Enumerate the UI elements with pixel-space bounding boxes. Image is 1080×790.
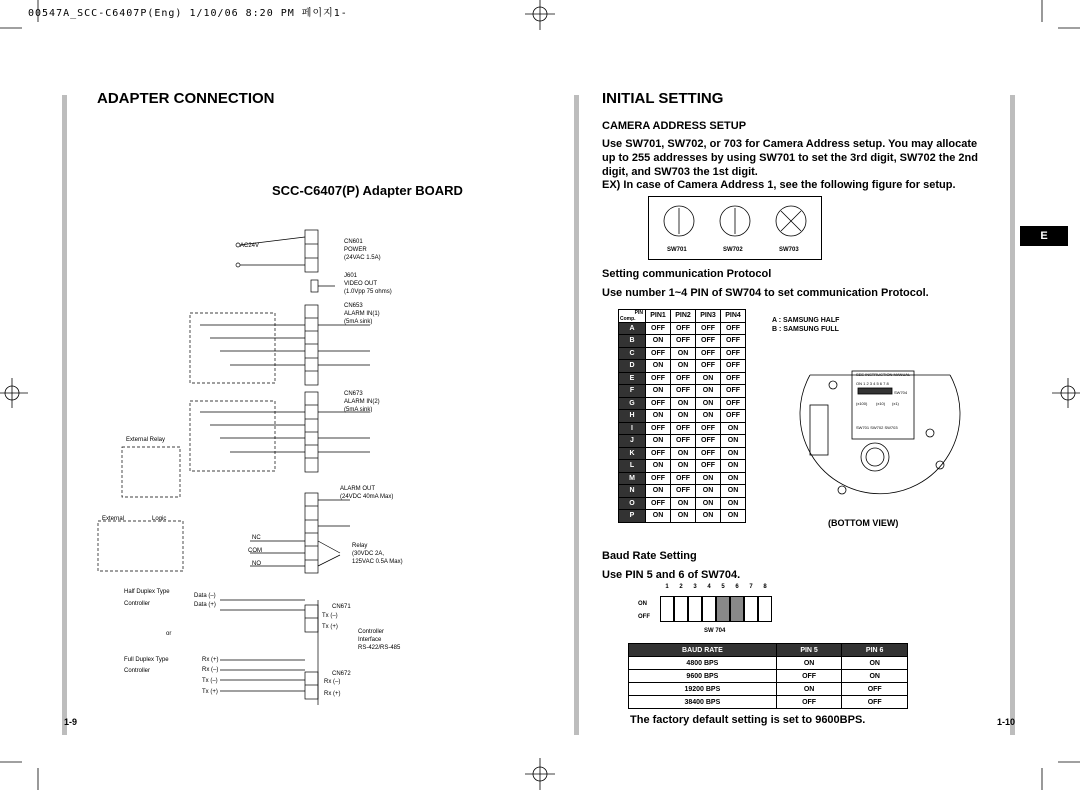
header-pin2: PIN2 (671, 310, 696, 323)
pin-cell: ON (696, 510, 721, 523)
on-label: ON 1 2 3 4 5 6 7 8 (856, 381, 889, 386)
pin-cell: OFF (646, 497, 671, 510)
pin-cell: ON (671, 397, 696, 410)
video-out-label: VIDEO OUT (344, 281, 378, 287)
tx-plus2-label: Tx (+) (202, 689, 218, 695)
pin-cell: OFF (721, 385, 746, 398)
pin-cell: OFF (721, 410, 746, 423)
alarm-out-spec: (24VDC 40mA Max) (340, 494, 394, 500)
rx-plus-label: Rx (+) (202, 657, 219, 663)
dip-on-label: ON (638, 601, 647, 607)
baud-cell: 19200 BPS (629, 683, 777, 696)
video-spec: (1.0Vpp 75 ohms) (344, 289, 392, 295)
pin-cell: OFF (671, 372, 696, 385)
full-duplex-label: Full Duplex Type (124, 657, 169, 663)
address-paragraph: Use SW701, SW702, or 703 for Camera Address setup. You may allocate up to 255 addresses by using SW701 to set the 3rd digit, SW702 the 2nd digit, and SW703 the 1st digit. (602, 138, 978, 178)
pin-cell: OFF (696, 460, 721, 473)
row-label: J (619, 435, 646, 448)
sw703-label: SW703 (779, 247, 799, 253)
rx-plus2-label: Rx (+) (324, 691, 341, 697)
logic-label: Logic (152, 516, 167, 522)
legend-b: B : SAMSUNG FULL (772, 326, 839, 333)
pin-cell: OFF (671, 485, 696, 498)
table-row (619, 347, 746, 360)
right-page-title: INITIAL SETTING (602, 90, 724, 107)
table-row (629, 657, 908, 670)
rx-minus2-label: Rx (–) (324, 679, 341, 685)
pin-cell: ON (721, 460, 746, 473)
tx-minus2-label: Tx (–) (202, 678, 218, 684)
header-pin6: PIN 6 (842, 644, 908, 657)
pin-cell: OFF (671, 422, 696, 435)
dip-switch (716, 596, 730, 622)
pin-cell: ON (671, 510, 696, 523)
pin-cell: ON (721, 435, 746, 448)
row-label: B (619, 335, 646, 348)
right-page-number: 1-10 (997, 717, 1016, 727)
row-label: O (619, 497, 646, 510)
header-pin3: PIN3 (696, 310, 721, 323)
table-row (619, 435, 746, 448)
row-label: K (619, 447, 646, 460)
protocol-paragraph: Use number 1~4 PIN of SW704 to set communication Protocol. (602, 287, 929, 299)
pin-cell: ON (696, 472, 721, 485)
center-margin-bar (574, 95, 579, 735)
row-label: C (619, 347, 646, 360)
tx-plus-label: Tx (+) (322, 624, 338, 630)
relay-spec1: (30VDC 2A, (352, 551, 385, 557)
pin-cell: OFF (721, 397, 746, 410)
print-header: 00547A_SCC-C6407P(Eng) 1/10/06 8:20 PM 페이지1- (28, 8, 348, 19)
row-label: A (619, 322, 646, 335)
pin-cell: OFF (671, 335, 696, 348)
bottom-view-diagram (790, 355, 970, 515)
pin-cell: ON (646, 335, 671, 348)
pin-cell: OFF (646, 422, 671, 435)
pin-cell: OFF (646, 372, 671, 385)
row-label: H (619, 410, 646, 423)
dip-number: 7 (749, 584, 753, 590)
dip-switch (660, 596, 674, 622)
pin-cell: OFF (721, 335, 746, 348)
dip-switch (730, 596, 744, 622)
pin-cell: OFF (671, 472, 696, 485)
pin-cell: OFF (696, 360, 721, 373)
table-row (619, 385, 746, 398)
dip-switch (688, 596, 702, 622)
row-label: D (619, 360, 646, 373)
table-row (619, 335, 746, 348)
pin-cell: OFF (776, 696, 842, 709)
table-row (619, 447, 746, 460)
pin-cell: ON (671, 497, 696, 510)
table-row (619, 322, 746, 335)
dip-switch-panel (628, 584, 798, 640)
alarm-in1-spec: (5mA sink) (344, 319, 373, 325)
pin-cell: OFF (696, 435, 721, 448)
header-pin5: PIN 5 (776, 644, 842, 657)
sw701-label: SW701 (667, 247, 687, 253)
pin-cell: ON (646, 435, 671, 448)
baud-paragraph: Use PIN 5 and 6 of SW704. (602, 569, 741, 581)
protocol-pin-table (618, 309, 746, 523)
dip-switch (674, 596, 688, 622)
pin-cell: ON (721, 485, 746, 498)
no-label: NO (252, 561, 261, 567)
sw-labels: SW701 SW702 SW703 (856, 425, 898, 430)
see-manual-label: SEE INSTRUCTION MANUAL (856, 372, 911, 377)
factory-default-note: The factory default setting is set to 9600BPS. (630, 714, 866, 726)
tx-minus-label: Tx (–) (322, 613, 338, 619)
pin-cell: OFF (842, 683, 908, 696)
table-row (619, 472, 746, 485)
table-row (619, 497, 746, 510)
baud-heading: Baud Rate Setting (602, 550, 697, 562)
table-row (629, 696, 908, 709)
pin-cell: OFF (646, 472, 671, 485)
header-pin1: PIN1 (646, 310, 671, 323)
pin-cell: ON (721, 510, 746, 523)
j601-label: J601 (344, 273, 358, 279)
dip-number: 8 (763, 584, 767, 590)
row-label: P (619, 510, 646, 523)
cn601-label: CN601 (344, 239, 363, 245)
left-margin-bar (62, 95, 67, 735)
controller-interface-1: Controller (358, 629, 385, 635)
cn672-label: CN672 (332, 671, 351, 677)
table-row (629, 670, 908, 683)
cn671-label: CN671 (332, 604, 351, 610)
pin-cell: OFF (646, 447, 671, 460)
x100-label: (x100) (856, 401, 868, 406)
cn673-label: CN673 (344, 391, 363, 397)
pin-cell: ON (696, 485, 721, 498)
pin-cell: OFF (696, 422, 721, 435)
table-row (619, 510, 746, 523)
external-relay-label: External Relay (126, 437, 166, 443)
nc-label: NC (252, 535, 261, 541)
pin-cell: OFF (646, 397, 671, 410)
or-label: or (166, 631, 172, 637)
ac24v-label: AC24V (240, 243, 260, 249)
sw704-label: SW704 (894, 390, 908, 395)
pin-cell: ON (671, 447, 696, 460)
pin-cell: OFF (721, 347, 746, 360)
alarm-in2-label: ALARM IN(2) (344, 399, 380, 405)
dip-switch (758, 596, 772, 622)
wiring-diagram (90, 225, 420, 720)
dip-number: 6 (735, 584, 739, 590)
pin-cell: ON (696, 410, 721, 423)
controller-interface-3: RS-422/RS-485 (358, 645, 401, 651)
pin-cell: ON (646, 510, 671, 523)
pin-cell: ON (842, 657, 908, 670)
relay-spec2: 125VAC 0.5A Max) (352, 559, 403, 565)
dip-off-label: OFF (638, 614, 650, 620)
language-tab: E (1020, 226, 1068, 246)
power-spec: (24VAC 1.5A) (344, 255, 381, 261)
row-label: L (619, 460, 646, 473)
header-pin4: PIN4 (721, 310, 746, 323)
header-baud: BAUD RATE (629, 644, 777, 657)
power-label: POWER (344, 247, 367, 253)
table-row (619, 360, 746, 373)
row-label: I (619, 422, 646, 435)
dip-number: 5 (721, 584, 725, 590)
row-label: F (619, 385, 646, 398)
table-row (619, 372, 746, 385)
pin-cell: ON (721, 447, 746, 460)
pin-cell: ON (646, 385, 671, 398)
pin-cell: OFF (842, 696, 908, 709)
right-margin-bar (1010, 95, 1015, 735)
table-row (619, 460, 746, 473)
relay-label: Relay (352, 543, 368, 549)
pin-cell: ON (842, 670, 908, 683)
pin-cell: OFF (671, 322, 696, 335)
baud-cell: 9600 BPS (629, 670, 777, 683)
legend-a: A : SAMSUNG HALF (772, 317, 840, 324)
external-label: External (102, 516, 125, 522)
pin-cell: ON (671, 347, 696, 360)
row-label: M (619, 472, 646, 485)
baud-rate-table (628, 643, 908, 709)
baud-cell: 38400 BPS (629, 696, 777, 709)
dip-sw704-label: SW 704 (704, 628, 726, 634)
pin-cell: OFF (696, 447, 721, 460)
pin-cell: OFF (721, 360, 746, 373)
pin-cell: OFF (646, 347, 671, 360)
rx-minus-label: Rx (–) (202, 667, 219, 673)
pin-cell: OFF (671, 435, 696, 448)
com-label: COM (248, 548, 262, 554)
pin-cell: ON (646, 485, 671, 498)
pin-cell: ON (721, 472, 746, 485)
dip-number: 2 (679, 584, 683, 590)
sw702-label: SW702 (723, 247, 743, 253)
board-title: SCC-C6407(P) Adapter BOARD (272, 183, 463, 198)
dip-switch (744, 596, 758, 622)
pin-cell: ON (696, 372, 721, 385)
alarm-in2-spec: (5mA sink) (344, 407, 373, 413)
table-row (619, 485, 746, 498)
pin-cell: OFF (646, 322, 671, 335)
controller-interface-2: Interface (358, 637, 382, 643)
pin-cell: ON (776, 683, 842, 696)
pin-cell: ON (696, 497, 721, 510)
dip-number: 4 (707, 584, 711, 590)
left-page-title: ADAPTER CONNECTION (97, 90, 275, 107)
row-label: E (619, 372, 646, 385)
pin-cell: OFF (776, 670, 842, 683)
pin-cell: ON (671, 360, 696, 373)
pin-cell: ON (776, 657, 842, 670)
pin-cell: OFF (721, 372, 746, 385)
pin-cell: ON (646, 460, 671, 473)
camera-address-heading: CAMERA ADDRESS SETUP (602, 120, 747, 132)
table-corner: PIN Comp. (619, 310, 646, 323)
row-label: N (619, 485, 646, 498)
dip-number: 1 (665, 584, 669, 590)
bottom-view-caption: (BOTTOM VIEW) (828, 518, 899, 528)
data-minus-label: Data (–) (194, 593, 216, 599)
pin-cell: ON (671, 460, 696, 473)
pin-cell: OFF (696, 347, 721, 360)
pin-cell: ON (646, 410, 671, 423)
alarm-in1-label: ALARM IN(1) (344, 311, 380, 317)
data-plus-label: Data (+) (194, 602, 216, 608)
rotary-switch-panel (648, 196, 822, 260)
pin-cell: OFF (671, 385, 696, 398)
table-row (619, 422, 746, 435)
pin-cell: ON (721, 497, 746, 510)
cn653-label: CN653 (344, 303, 363, 309)
pin-cell: OFF (696, 335, 721, 348)
left-page-number: 1-9 (64, 717, 78, 727)
half-controller-label: Controller (124, 601, 151, 607)
row-label: G (619, 397, 646, 410)
pin-cell: OFF (696, 322, 721, 335)
alarm-out-label: ALARM OUT (340, 486, 376, 492)
dip-switch (702, 596, 716, 622)
table-row (619, 397, 746, 410)
full-controller-label: Controller (124, 668, 151, 674)
pin-cell: ON (696, 397, 721, 410)
pin-cell: ON (671, 410, 696, 423)
pin-cell: OFF (721, 322, 746, 335)
table-row (629, 683, 908, 696)
protocol-heading: Setting communication Protocol (602, 268, 772, 280)
dip-number: 3 (693, 584, 697, 590)
pin-cell: ON (696, 385, 721, 398)
example-paragraph: EX) In case of Camera Address 1, see the following figure for setup. (602, 179, 956, 191)
pin-cell: ON (721, 422, 746, 435)
half-duplex-label: Half Duplex Type (124, 589, 170, 595)
table-row (619, 410, 746, 423)
baud-cell: 4800 BPS (629, 657, 777, 670)
x10-label: (x10) (876, 401, 886, 406)
x1-label: (x1) (892, 401, 899, 406)
pin-cell: ON (646, 360, 671, 373)
